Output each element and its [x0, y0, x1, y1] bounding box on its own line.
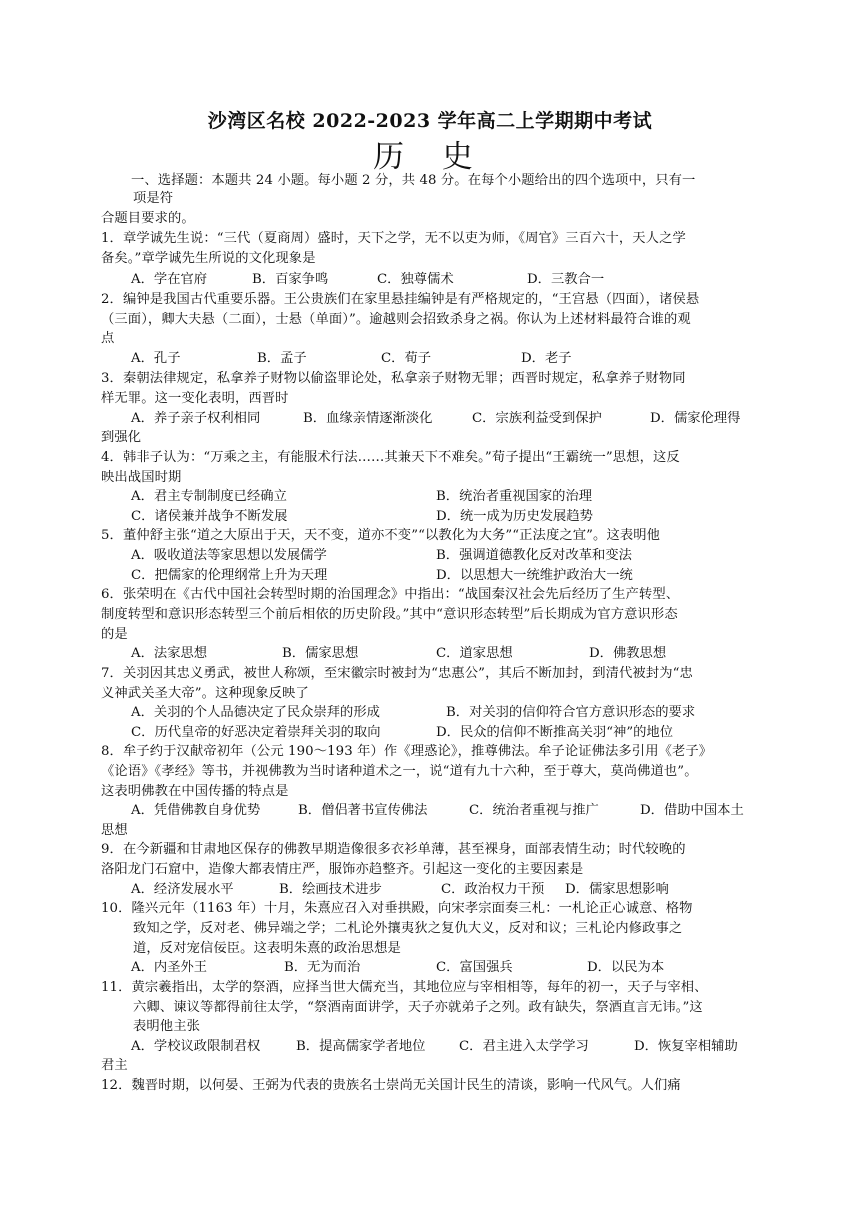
question-stem: （三面），卿大夫悬（二面），士悬（单面）”。逾越则会招致杀身之祸。你认为上述材料最符合谁的观	[101, 312, 691, 327]
answer-option: B．提高儒家学者地位	[296, 1039, 426, 1054]
answer-option: D．儒家思想影响	[565, 882, 669, 897]
answer-option: C．统治者重视与推广	[469, 803, 599, 818]
question-stem: 6．张荣明在《古代中国社会转型时期的治国理念》中指出：“战国秦汉社会先后经历了生产转型、	[101, 587, 680, 602]
question-stem: 义神武关圣大帝”。这种现象反映了	[101, 686, 309, 701]
answer-option: A．凭借佛教自身优势	[131, 803, 261, 818]
question-stem: 样无罪。这一变化表明，西晋时	[101, 391, 289, 406]
answer-option: A．学校议政限制君权	[131, 1039, 261, 1054]
question-stem: 表明他主张	[133, 1019, 200, 1034]
question-stem: 的是	[101, 627, 128, 642]
answer-option: B．无为而治	[284, 960, 361, 975]
answer-option: B．百家争鸣	[252, 272, 329, 287]
question-stem: 11．黄宗羲指出，太学的祭酒，应择当世大儒充当，其地位应与宰相相等，每年的初一，天子与宰相、	[101, 980, 708, 995]
answer-option: B．对关羽的信仰符合官方意识形态的要求	[446, 705, 696, 720]
exam-subject: 历 史	[373, 139, 487, 175]
question-stem: 备矣。”章学诚先生所说的文化现象是	[101, 251, 316, 266]
question-stem: 致知之学，反对老、佛异端之学；二札论外攘夷狄之复仇大义，反对和议；三札论内修政事之	[133, 921, 683, 936]
answer-option: D．以思想大一统维护政治大一统	[436, 568, 633, 583]
answer-option: D．民众的信仰不断推高关羽“神”的地位	[436, 725, 674, 740]
answer-option-wrap: 思想	[101, 823, 128, 838]
answer-option: D．以民为本	[587, 960, 665, 975]
answer-option-wrap: 君主	[101, 1058, 128, 1073]
question-stem: 洛阳龙门石窟中，造像大都表情庄严，服饰亦趋整齐。引起这一变化的主要因素是	[101, 862, 584, 877]
answer-option-wrap: 到强化	[101, 430, 142, 445]
answer-option: C．历代皇帝的好恶决定着崇拜关羽的取向	[131, 725, 381, 740]
answer-option: D．佛教思想	[589, 646, 667, 661]
answer-option: B．儒家思想	[282, 646, 359, 661]
section-instruction: 合题目要求的。	[101, 211, 195, 226]
answer-option: B．血缘亲情逐渐淡化	[303, 411, 433, 426]
answer-option: A．法家思想	[131, 646, 208, 661]
answer-option: C．把儒家的伦理纲常上升为天理	[131, 568, 328, 583]
answer-option: C．道家思想	[436, 646, 513, 661]
answer-option: B．僧侣著书宣传佛法	[298, 803, 428, 818]
question-stem: 映出战国时期	[101, 470, 182, 485]
question-stem: 10．隆兴元年（1163 年）十月，朱熹应召入对垂拱殿，向宋孝宗面奏三札：一札论正心诚意、格物	[101, 901, 693, 916]
question-stem: 2．编钟是我国古代重要乐器。王公贵族们在家里悬挂编钟是有严格规定的，“王宫悬（四面），诸侯悬	[101, 292, 700, 307]
question-stem: 这表明佛教在中国传播的特点是	[101, 784, 289, 799]
question-stem: 9．在今新疆和甘肃地区保存的佛教早期造像很多衣衫单薄，甚至裸身，面部表情生动；时代较晚的	[101, 842, 686, 857]
question-stem: 1．章学诚先生说：“三代（夏商周）盛时，天下之学，无不以吏为师，《周官》三百六十，天人之学	[101, 231, 686, 246]
question-stem: 《论语》《孝经》等书，并视佛教为当时诸种道术之一，说“道有九十六种，至于尊大，莫尚佛道也”。	[101, 764, 698, 779]
exam-title: 沙湾区名校 2022-2023 学年高二上学期期中考试	[207, 110, 653, 132]
question-stem: 4．韩非子认为：“万乘之主，有能服术行法……其兼天下不难矣。”荀子提出“王霸统一”思想，这反	[101, 450, 680, 465]
question-stem: 12．魏晋时期，以何晏、王弼为代表的贵族名士崇尚无关国计民生的清谈，影响一代风气。人们痛	[101, 1078, 681, 1093]
question-stem: 5．董仲舒主张“道之大原出于天，天不变，道亦不变”“以教化为大务”“正法度之宜”。这表明他	[101, 528, 661, 543]
answer-option: A．吸收道法等家思想以发展儒学	[131, 548, 327, 563]
section-instruction: 项是符	[133, 191, 174, 206]
answer-option: C．独尊儒术	[377, 272, 454, 287]
answer-option: B．孟子	[257, 351, 307, 366]
question-stem: 六卿、谏议等都得前往太学，“祭酒南面讲学，天子亦就弟子之列。政有缺失，祭酒直言无讳。”这	[133, 1000, 703, 1015]
question-stem: 道，反对宠信佞臣。这表明朱熹的政治思想是	[133, 941, 401, 956]
answer-option: D．儒家伦理得	[650, 411, 741, 426]
answer-option: A．关羽的个人品德决定了民众崇拜的形成	[131, 705, 380, 720]
answer-option: B．强调道德教化反对改革和变法	[436, 548, 632, 563]
question-stem: 3．秦朝法律规定，私拿养子财物以偷盗罪论处，私拿亲子财物无罪；西晋时规定，私拿养子财物同	[101, 371, 686, 386]
question-stem: 制度转型和意识形态转型三个前后相依的历史阶段。”其中“意识形态转型”后长期成为官方意识形态	[101, 607, 678, 622]
answer-option: B．绘画技术进步	[279, 882, 382, 897]
answer-option: D．恢复宰相辅助	[634, 1039, 738, 1054]
answer-option: C．宗族利益受到保护	[472, 411, 602, 426]
answer-option: D．三教合一	[527, 272, 605, 287]
answer-option: C．诸侯兼并战争不断发展	[131, 509, 288, 524]
answer-option: C．君主进入太学学习	[459, 1039, 589, 1054]
answer-option: A．学在官府	[131, 272, 208, 287]
answer-option: A．经济发展水平	[131, 882, 234, 897]
answer-option: B．统治者重视国家的治理	[436, 489, 593, 504]
section-instruction: 一、选择题：本题共 24 小题。每小题 2 分，共 48 分。在每个小题给出的四个选项中，只有一	[131, 173, 696, 188]
answer-option: A．养子亲子权利相同	[131, 411, 261, 426]
answer-option: D．老子	[521, 351, 572, 366]
question-stem: 点	[101, 331, 115, 346]
answer-option: D．借助中国本土	[640, 803, 744, 818]
answer-option: A．君主专制制度已经确立	[131, 489, 287, 504]
answer-option: D．统一成为历史发展趋势	[436, 509, 593, 524]
answer-option: A．孔子	[131, 351, 181, 366]
answer-option: C．政治权力干预	[441, 882, 545, 897]
answer-option: C．荀子	[381, 351, 432, 366]
answer-option: C．富国强兵	[436, 960, 513, 975]
question-stem: 7．关羽因其忠义勇武，被世人称颂，至宋徽宗时被封为“忠惠公”，其后不断加封，到清代被封为“忠	[101, 666, 693, 681]
answer-option: A．内圣外王	[131, 960, 208, 975]
question-stem: 8．牟子约于汉献帝初年（公元 190～193 年）作《理惑论》，推尊佛法。牟子论证佛法多引用《老子》	[101, 744, 713, 759]
